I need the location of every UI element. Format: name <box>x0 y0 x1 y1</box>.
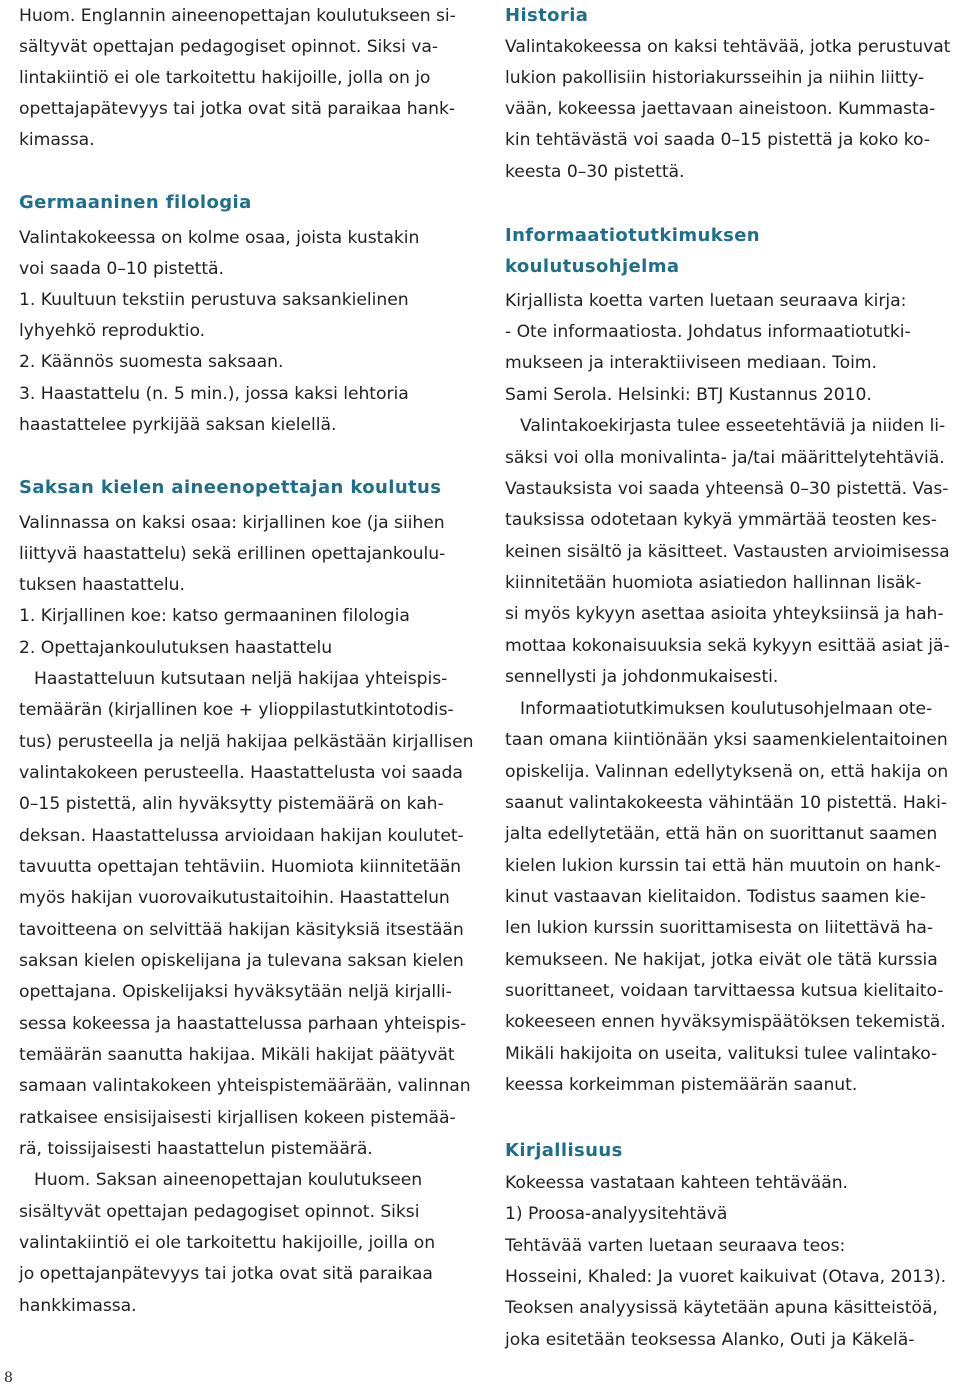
left-column-text-line: ratkaisee ensisijaisesti kirjallisen kokeen pistemää- <box>19 1108 456 1128</box>
right-column-heading: Informaatiotutkimuksen <box>505 225 761 246</box>
right-column-text-line: säksi voi olla monivalinta- ja/tai määrittelytehtäviä. <box>505 448 945 468</box>
left-column-text-line: liittyvä haastattelu) sekä erillinen opettajankoulu- <box>19 544 446 564</box>
left-column-text-line: Valinnassa on kaksi osaa: kirjallinen koe (ja siihen <box>19 513 445 533</box>
left-column-text-line: hankkimassa. <box>19 1296 137 1316</box>
right-column-text-line: Sami Serola. Helsinki: BTJ Kustannus 2010. <box>505 385 872 405</box>
right-column-heading: Kirjallisuus <box>505 1140 623 1161</box>
left-column-text-line: valintakiintiö ei ole tarkoitettu hakijoille, joilla on <box>19 1233 436 1253</box>
left-column-text-line: tus) perusteella ja neljä hakijaa pelkästään kirjallisen <box>19 732 474 752</box>
left-column-text-line: 0–15 pistettä, alin hyväksytty pistemäärä on kah- <box>19 794 444 814</box>
left-column-text-line: kimassa. <box>19 130 95 150</box>
right-column-text-line: - Ote informaatiosta. Johdatus informaatiotutki- <box>505 322 911 342</box>
left-column-text-line: jo opettajanpätevyys tai jotka ovat sitä paraikaa <box>19 1264 433 1284</box>
left-column-text-line: voi saada 0–10 pistettä. <box>19 259 224 279</box>
right-column-text-line: Tehtävää varten luetaan seuraava teos: <box>505 1236 846 1256</box>
right-column-heading: koulutusohjelma <box>505 256 680 277</box>
left-column-heading: Saksan kielen aineenopettajan koulutus <box>19 477 442 498</box>
right-column-text-line: Teoksen analyysissä käytetään apuna käsitteistöä, <box>505 1298 938 1318</box>
left-column-text-line: 2. Käännös suomesta saksaan. <box>19 352 284 372</box>
right-column-text-line: len lukion kurssin suorittamisesta on liitettävä ha- <box>505 918 934 938</box>
left-column-heading: Germaaninen filologia <box>19 192 252 213</box>
right-column-text-line: suorittaneet, voidaan tarvittaessa kutsua kielitaito- <box>505 981 944 1001</box>
right-column-text-line: keinen sisältö ja käsitteet. Vastausten arvioimisessa <box>505 542 950 562</box>
left-column-text-line: tuksen haastattelu. <box>19 575 185 595</box>
left-column-text-line: saksan kielen opiskelijana ja tulevana saksan kielen <box>19 951 464 971</box>
left-column-text-line: Huom. Englannin aineenopettajan koulutukseen si- <box>19 6 456 26</box>
left-column-text-line: valintakokeen perusteella. Haastattelusta voi saada <box>19 763 463 783</box>
right-column-text-line: mukseen ja interaktiiviseen mediaan. Toim. <box>505 353 877 373</box>
right-column-text-line: jalta edellytetään, että hän on suorittanut saamen <box>505 824 938 844</box>
left-column-text-line: sältyvät opettajan pedagogiset opinnot. Siksi va- <box>19 37 438 57</box>
left-column-text-line: Valintakokeessa on kolme osaa, joista kustakin <box>19 228 420 248</box>
right-column-text-line: mottaa kokonaisuuksia sekä kykyyn esittää asiat jä- <box>505 636 950 656</box>
right-column-text-line: kin tehtävästä voi saada 0–15 pistettä ja koko ko- <box>505 130 930 150</box>
right-column-text-line: kokeeseen ennen hyväksymispäätöksen tekemistä. <box>505 1012 946 1032</box>
left-column-text-line: 1. Kirjallinen koe: katso germaaninen filologia <box>19 606 410 626</box>
right-column-text-line: 1) Proosa-analyysitehtävä <box>505 1204 728 1224</box>
right-column-text-line: kinut vastaavan kielitaidon. Todistus saamen kie- <box>505 887 926 907</box>
left-column-text-line: 1. Kuultuun tekstiin perustuva saksankielinen <box>19 290 409 310</box>
right-column-text-line: sennellysti ja johdonmukaisesti. <box>505 667 779 687</box>
left-column-text-line: Haastatteluun kutsutaan neljä hakijaa yhteispis- <box>34 669 448 689</box>
right-column-text-line: si myös kykyyn asettaa asioita yhteyksiinsä ja hah- <box>505 604 944 624</box>
right-column-text-line: keessa korkeimman pistemäärän saanut. <box>505 1075 858 1095</box>
left-column-text-line: samaan valintakokeen yhteispistemäärään, valinnan <box>19 1076 471 1096</box>
left-column-text-line: temäärän saanutta hakijaa. Mikäli hakijat päätyvät <box>19 1045 455 1065</box>
right-column-text-line: taan omana kiintiönään yksi saamenkielentaitoinen <box>505 730 948 750</box>
right-column-text-line: Vastauksista voi saada yhteensä 0–30 pistettä. Vas- <box>505 479 949 499</box>
right-column-text-line: vään, kokeessa jaettavaan aineistoon. Kummasta- <box>505 99 936 119</box>
left-column-text-line: myös hakijan vuorovaikutustaitoihin. Haastattelun <box>19 888 450 908</box>
right-column-text-line: Hosseini, Khaled: Ja vuoret kaikuivat (Otava, 2013). <box>505 1267 947 1287</box>
page-number: 8 <box>4 1370 13 1386</box>
right-column-text-line: kiinnitetään huomiota asiatiedon hallinnan lisäk- <box>505 573 922 593</box>
left-column-text-line: rä, toissijaisesti haastattelun pistemäärä. <box>19 1139 373 1159</box>
left-column-text-line: Huom. Saksan aineenopettajan koulutukseen <box>34 1170 423 1190</box>
right-column-text-line: Mikäli hakijoita on useita, valituksi tulee valintako- <box>505 1044 938 1064</box>
right-column-text-line: saanut valintakokeesta vähintään 10 pistettä. Haki- <box>505 793 947 813</box>
right-column-text-line: keesta 0–30 pistettä. <box>505 162 685 182</box>
left-column-text-line: tavuutta opettajan tehtäviin. Huomiota kiinnitetään <box>19 857 462 877</box>
right-column-text-line: lukion pakollisiin historiakursseihin ja niihin liitty- <box>505 68 925 88</box>
left-column-text-line: deksan. Haastattelussa arvioidaan hakijan koulutet- <box>19 826 464 846</box>
left-column-text-line: sessa kokeessa ja haastattelussa parhaan yhteispis- <box>19 1014 467 1034</box>
right-column-text-line: Valintakoekirjasta tulee esseetehtäviä ja niiden li- <box>520 416 946 436</box>
left-column-text-line: haastattelee pyrkijää saksan kielellä. <box>19 415 337 435</box>
right-column-text-line: joka esitetään teoksessa Alanko, Outi ja Käkelä- <box>505 1330 915 1350</box>
left-column-text-line: opettajapätevyys tai jotka ovat sitä paraikaa hank- <box>19 99 455 119</box>
right-column-text-line: kemukseen. Ne hakijat, jotka eivät ole tätä kurssia <box>505 950 938 970</box>
right-column-text-line: tauksissa odotetaan kykyä ymmärtää teosten kes- <box>505 510 937 530</box>
right-column-text-line: Kirjallista koetta varten luetaan seuraava kirja: <box>505 291 907 311</box>
right-column-text-line: Kokeessa vastataan kahteen tehtävään. <box>505 1173 848 1193</box>
left-column-text-line: opettajana. Opiskelijaksi hyväksytään neljä kirjalli- <box>19 982 452 1002</box>
right-column-text-line: Valintakokeessa on kaksi tehtävää, jotka perustuvat <box>505 37 951 57</box>
left-column-text-line: 2. Opettajankoulutuksen haastattelu <box>19 638 333 658</box>
right-column-text-line: kielen lukion kurssin tai että hän muutoin on hank- <box>505 856 941 876</box>
left-column-text-line: sisältyvät opettajan pedagogiset opinnot. Siksi <box>19 1202 420 1222</box>
left-column-text-line: tavoitteena on selvittää hakijan käsityksiä itsestään <box>19 920 464 940</box>
left-column-text-line: lintakiintiö ei ole tarkoitettu hakijoille, jolla on jo <box>19 68 431 88</box>
right-column-text-line: Informaatiotutkimuksen koulutusohjelmaan ote- <box>520 699 933 719</box>
left-column-text-line: lyhyehkö reproduktio. <box>19 321 206 341</box>
right-column-heading: Historia <box>505 5 589 26</box>
left-column-text-line: 3. Haastattelu (n. 5 min.), jossa kaksi lehtoria <box>19 384 409 404</box>
left-column-text-line: temäärän (kirjallinen koe + ylioppilastutkintotodis- <box>19 700 454 720</box>
right-column-text-line: opiskelija. Valinnan edellytyksenä on, että hakija on <box>505 762 949 782</box>
